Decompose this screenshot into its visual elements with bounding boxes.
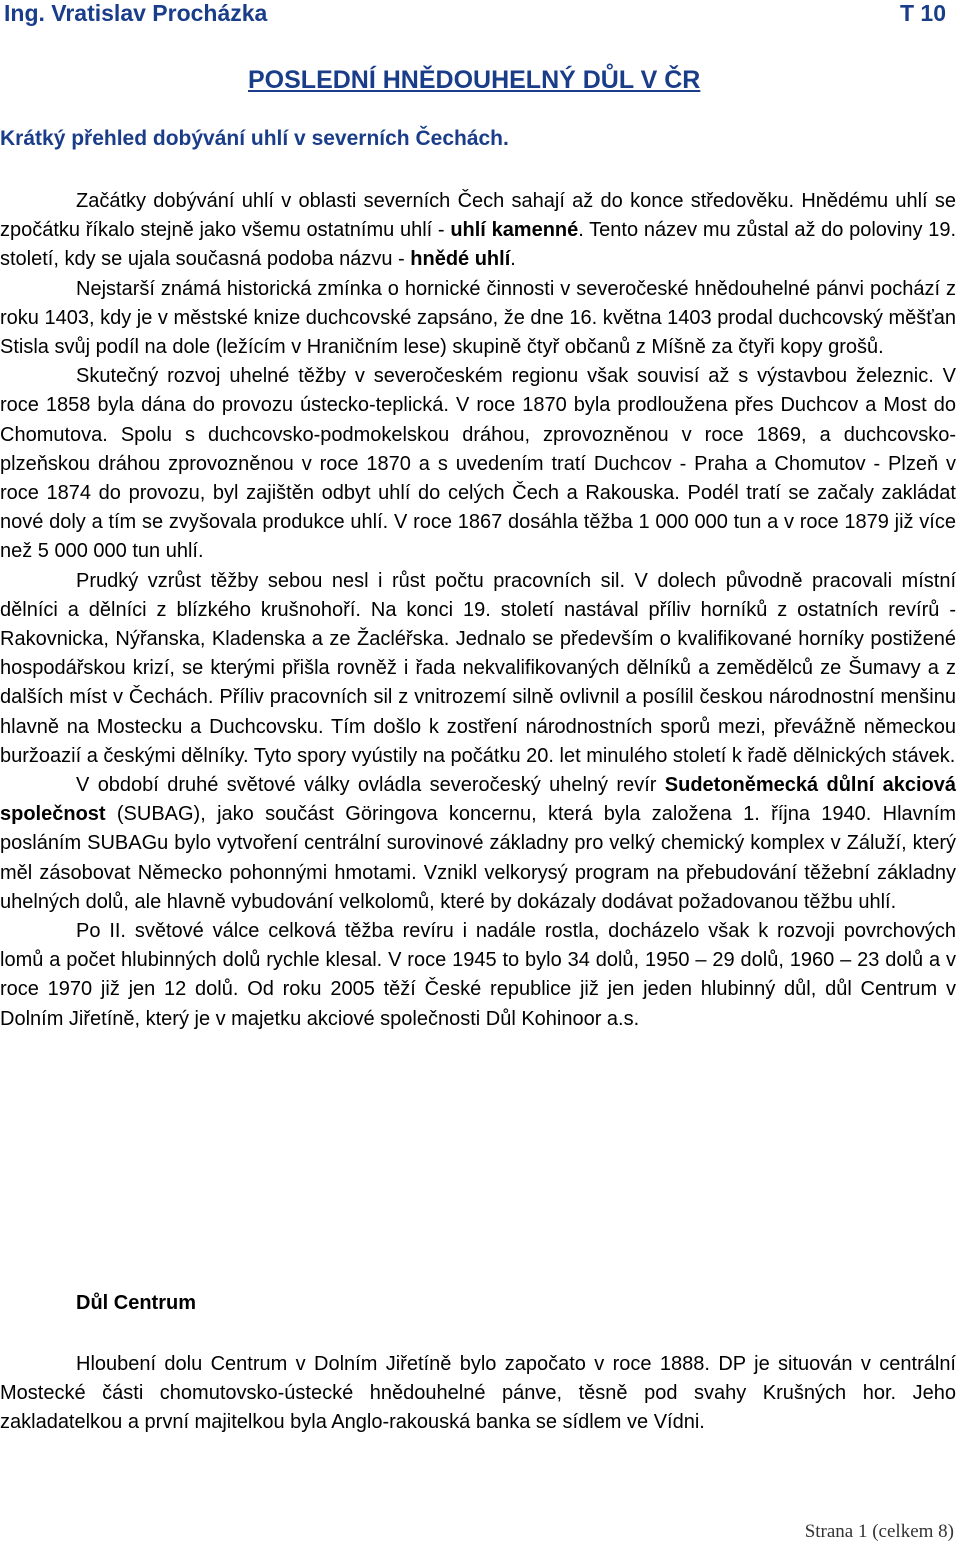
document-title: POSLEDNÍ HNĚDOUHELNÝ DŮL V ČR	[248, 66, 701, 94]
bold-term: Sudetoněmecká důlní akciová společnost	[0, 774, 957, 826]
paragraph: Prudký vzrůst těžby sebou nesl i růst počtu pracovních sil. V dolech původně pracovali místní dělníci a dělníci z blízkého krušnohoří. Na konci 19. století nastával příliv horníků z ostatních revírů - Rakovnicka, Nýřanska, Kladenska a ze Žacléřska. Jednalo se především o kvalifikované horníky postižené hospodářskou krizí, se kterými přišla rovněž i řada nekvalifikovaných dělníků a zemědělců ze Šumavy a z dalších míst v Čechách. Příliv pracovních sil z vnitrozemí silně ovlivnil a posílil českou národnostní menšinu hlavně na Mostecku a Duchcovsku. Tím došlo k zostření národnostních sporů mezi, převážně německou buržoazií a českými dělníky. Tyto spory vyústily na počátku 20. let minulého století k řadě dělnických stávek.	[0, 569, 956, 767]
document-code: T 10	[899, 0, 946, 26]
paragraph: Hloubení dolu Centrum v Dolním Jiřetíně bylo započato v roce 1888. DP je situován v centrální Mostecké části chomutovsko-ústecké hnědouhelné pánve, těsně pod svahy Krušných hor. Jeho zakladatelkou a první majitelkou byla Anglo-rakouská banka se sídlem ve Vídni.	[0, 1353, 956, 1434]
document-body	[0, 187, 956, 1034]
page-footer: Strana 1 (celkem 8)	[804, 1521, 954, 1542]
paragraph: Nejstarší známá historická zmínka o hornické činnosti v severočeské hnědouhelné pánvi pochází z roku 1403, kdy je v městské knize duchcovské zapsáno, že dne 16. května 1403 prodal duchcovský měšťan Stisla svůj podíl na dole (ležícím v Hraničním lese) skupině čtyř občanů z Míšně za čtyři kopy grošů.	[0, 277, 956, 359]
paragraph: Začátky dobývání uhlí v oblasti severních Čech sahají až do konce středověku. Hnědému uhlí se zpočátku říkalo stejně jako všemu ostatnímu uhlí - uhlí kamenné. Tento název mu zůstal až do poloviny 19. století, kdy se ujala současná podoba názvu - hnědé uhlí.	[0, 190, 957, 271]
bold-term: uhlí kamenné	[450, 219, 579, 242]
paragraph: V období druhé světové války ovládla severočeský uhelný revír Sudetoněmecká důlní akciová společnost (SUBAG), jako součást Göringova koncernu, která byla založena 1. října 1940. Hlavním posláním SUBAGu bylo vytvoření centrální surovinové základny pro velký chemický komplex v Záluží, který měl zásobovat Německo pohonnými hmotami. Vznikl velkorysý program na přebudování těžební základny uhelných dolů, ale hlavně vybudování velkolomů, které by dokázaly dodávat požadovanou těžbu uhlí.	[0, 774, 957, 913]
paragraph: Skutečný rozvoj uhelné těžby v severočeském regionu však souvisí až s výstavbou železnic. V roce 1858 byla dána do provozu ústecko-teplická. V roce 1870 byla prodloužena přes Duchcov a Most do Chomutova. Spolu s duchcovsko-podmokelskou dráhou, zprovozněnou v roce 1869, a duchcovsko-plzeňskou dráhou zprovozněnou v roce 1870 a s uvedením tratí Duchcov - Praha a Chomutov - Plzeň v roce 1874 do provozu, byl zajištěn odbyt uhlí do celých Čech a Rakouska. Podél tratí se začaly zakládat nové doly a tím se zvyšovala produkce uhlí. V roce 1867 dosáhla těžba 1 000 000 tun a v roce 1879 již více než 5 000 000 tun uhlí.	[0, 365, 956, 563]
bold-term: hnědé uhlí	[410, 248, 511, 271]
document-subtitle: Krátký přehled dobývání uhlí v severních Čechách.	[0, 127, 509, 150]
section-body	[0, 1350, 956, 1438]
paragraph: Po II. světové válce celková těžba revíru i nadále rostla, docházelo však k rozvoji povrchových lomů a počet hlubinných dolů rychle klesal. V roce 1945 to bylo 34 dolů, 1950 – 29 dolů, 1960 – 23 dolů a v roce 1970 již jen 12 dolů. Od roku 2005 těží České republice již jen jeden hlubinný důl, důl Centrum v Dolním Jiřetíně, který je v majetku akciové společnosti Důl Kohinoor a.s.	[0, 920, 956, 1030]
page-header	[0, 0, 960, 28]
section-heading: Důl Centrum	[76, 1292, 196, 1314]
author-name: Ing. Vratislav Procházka	[4, 0, 268, 26]
